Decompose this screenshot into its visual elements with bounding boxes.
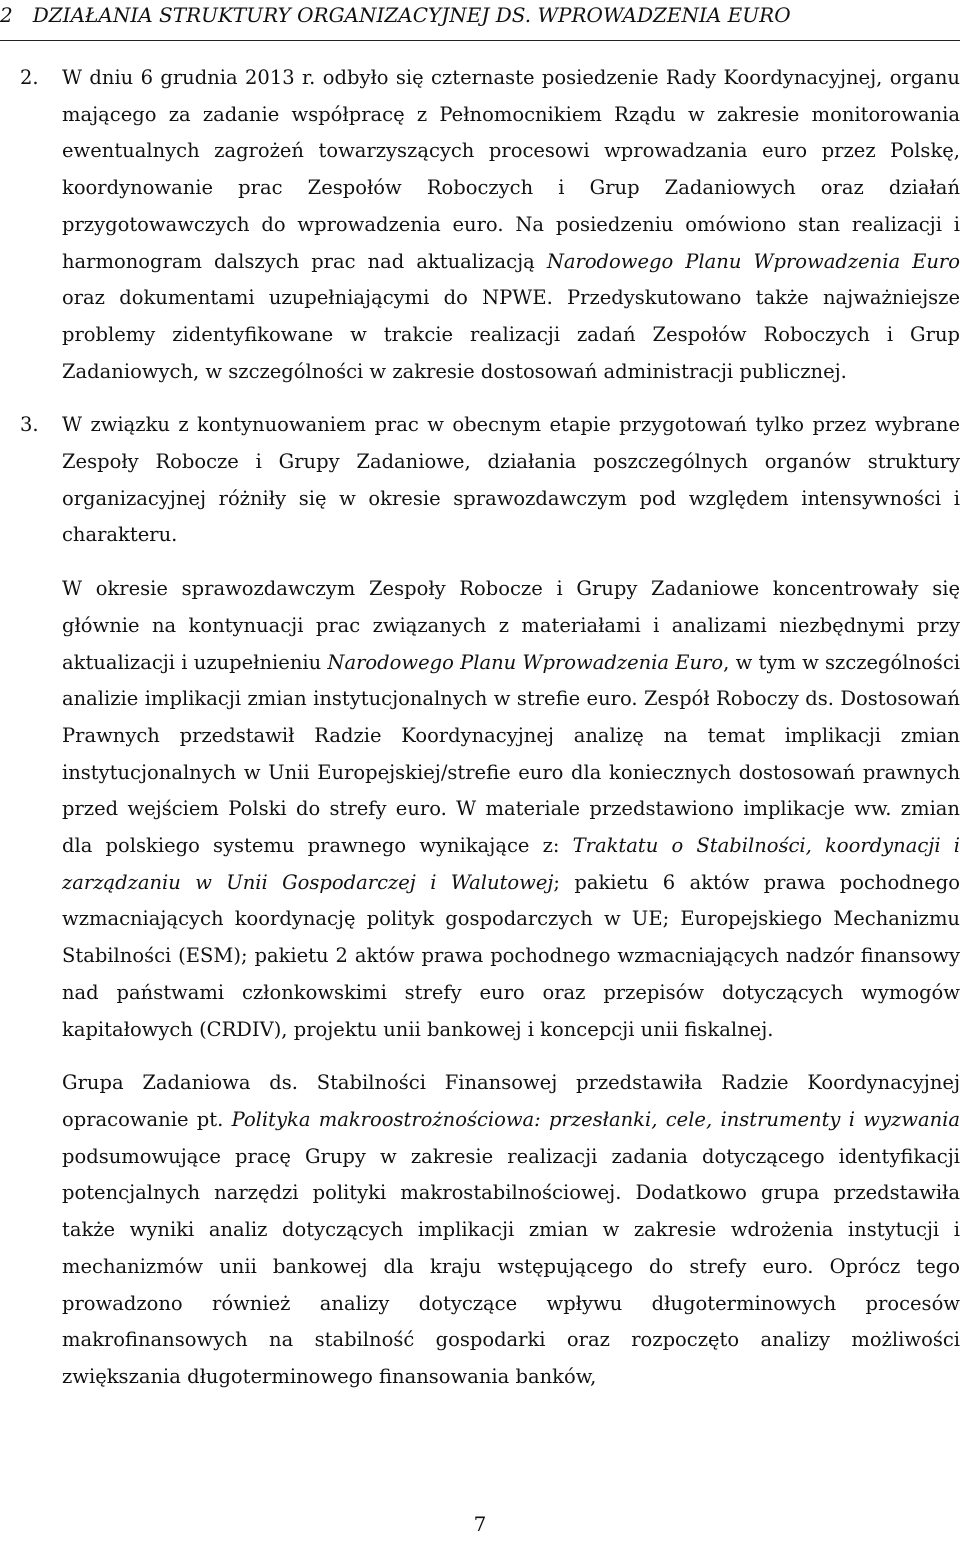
text-run-italic: Narodowego Planu Wprowadzenia Euro [546, 249, 960, 273]
text-run: podsumowujące pracę Grupy w zakresie realizacji zadania dotyczącego identyfikacji potencjalnych narzędzi polityki makrostabilnościowej. Dodatkowo grupa przedstawiła także wyniki analiz dotyczących implikacji zmian w zakresie wdrożenia instytucji i mechanizmów unii bankowej dla kraju wstępującego do strefy euro. Oprócz tego prowadzono również analizy dotyczące wpływu długoterminowych procesów makrofinansowych na stabilność gospodarki oraz rozpoczęto analizy możliwości zwiększania długoterminowego finansowania banków, [62, 1144, 960, 1388]
paragraph [0, 1065, 960, 1395]
page-number: 7 [473, 1512, 487, 1536]
page-body [0, 60, 960, 1413]
text-run: , w tym w szczególności analizie implikacji zmian instytucjonalnych w strefie euro. Zespół Roboczy ds. Dostosowań Prawnych przedstawił Radzie Koordynacyjnej analizę na temat implikacji zmian instytucjonalnych w Unii Europejskiej/strefie euro dla koniecznych dostosowań prawnych przed wejściem Polski do strefy euro. W materiale przedstawiono implikacje ww. zmian dla polskiego systemu prawnego wynikające z: [62, 650, 960, 858]
text-run-italic: Traktatu o Stabilności, koordynacji i zarządzaniu w Unii Gospodarczej i Walutowej [62, 834, 960, 894]
text-run: ; pakietu 6 aktów prawa pochodnego wzmacniających koordynację polityk gospodarczych w UE; Europejskiego Mechanizmu Stabilności (ESM); pakietu 2 aktów prawa pochodnego wzmacniających nadzór finansowy nad państwami członkowskimi strefy euro oraz przepisów dotyczących wymogów kapitałowych (CRDIV), projektu unii bankowej i koncepcji unii fiskalnej. [62, 870, 960, 1041]
text-run: oraz dokumentami uzupełniającymi do NPWE. Przedyskutowano także najważniejsze problemy zidentyfikowane w trakcie realizacji zadań Zespołów Roboczych i Grup Zadaniowych, w szczególności w zakresie dostosowań administracji publicznej. [62, 286, 960, 383]
chapter-number: 2 [0, 3, 13, 27]
text-run: Grupa Zadaniowa ds. Stabilności Finansowej przedstawiła Radzie Koordynacyjnej opracowanie pt. [62, 1071, 960, 1131]
text-run-italic: Polityka makroostrożnościowa: przesłanki, cele, instrumenty i wyzwania [231, 1107, 960, 1131]
numbered-item-3 [0, 407, 960, 554]
text-run: W związku z kontynuowaniem prac w obecnym etapie przygotowań tylko przez wybrane Zespoły Robocze i Grupy Zadaniowe, działania poszczególnych organów struktury organizacyjnej różniły się w okresie sprawozdawczym pod względem intensywności i charakteru. [62, 413, 960, 547]
item-text [62, 60, 960, 390]
numbered-item-2 [0, 60, 960, 390]
chapter-title: DZIAŁANIA STRUKTURY ORGANIZACYJNEJ DS. WPROWADZENIA EURO [32, 3, 791, 27]
item-number: 3. [20, 413, 39, 437]
text-run-italic: Narodowego Planu Wprowadzenia Euro [327, 650, 724, 674]
text-run: W dniu 6 grudnia 2013 r. odbyło się czternaste posiedzenie Rady Koordynacyjnej, organu mającego za zadanie współpracę z Pełnomocnikiem Rządu w zakresie monitorowania ewentualnych zagrożeń towarzyszących procesowi wprowadzania euro przez Polskę, koordynowanie prac Zespołów Roboczych i Grup Zadaniowych oraz działań przygotowawczych do wprowadzenia euro. Na posiedzeniu omówiono stan realizacji i harmonogram dalszych prac nad aktualizacją [62, 66, 960, 273]
item-text [62, 407, 960, 554]
item-number: 2. [20, 66, 39, 89]
paragraph [0, 571, 960, 1048]
running-header [0, 0, 960, 41]
text-run: W okresie sprawozdawczym Zespoły Robocze i Grupy Zadaniowe koncentrowały się głównie na kontynuacji prac związanych z materiałami i analizami niezbędnymi przy aktualizacji i uzupełnieniu [62, 577, 960, 674]
